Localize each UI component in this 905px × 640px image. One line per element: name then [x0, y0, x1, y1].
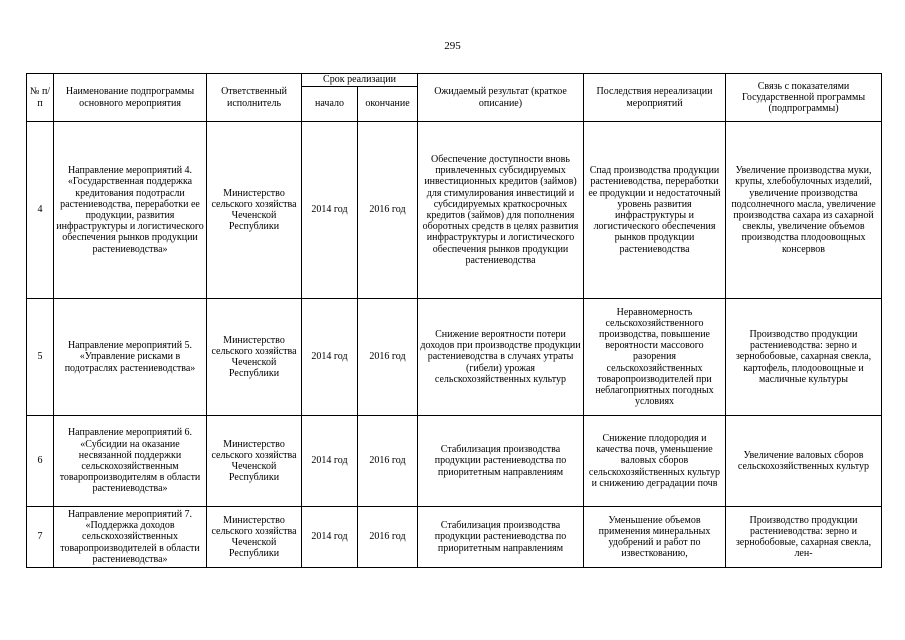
- cell-num: 6: [27, 416, 54, 507]
- cell-link: Увеличение производства муки, крупы, хлебобулочных изделий, увеличение производства подсолнечного масла, увеличение производства сахара из сахарной свеклы, увеличение объемов производства плодоовощных консервов: [726, 122, 882, 299]
- header-name: Наименование подпрограммы основного мероприятия: [54, 74, 207, 122]
- cell-end: 2016 год: [358, 416, 418, 507]
- cell-name: Направление мероприятий 6. «Субсидии на оказание несвязанной поддержки сельскохозяйственным товаропроизводителям в области растениеводства»: [54, 416, 207, 507]
- cell-num: 4: [27, 122, 54, 299]
- cell-result: Стабилизация производства продукции растениеводства по приоритетным направлениям: [418, 507, 584, 568]
- cell-executor: Министерство сельского хозяйства Чеченской Республики: [207, 299, 302, 416]
- cell-end: 2016 год: [358, 507, 418, 568]
- cell-start: 2014 год: [302, 507, 358, 568]
- cell-consequences: Спад производства продукции растениеводства, переработки ее продукции и недостаточный уровень развития инфраструктуры и логистического обеспечения рынков продукции растениеводства: [584, 122, 726, 299]
- cell-consequences: Неравномерность сельскохозяйственного производства, повышение вероятности массового разорения сельскохозяйственных товаропроизводителей при неблагоприятных погодных условиях: [584, 299, 726, 416]
- cell-name: Направление мероприятий 4. «Государственная поддержка кредитования подотрасли растениеводства, переработки ее продукции, развития инфраструктуры и логистического обеспечения рынков продукции растениеводства»: [54, 122, 207, 299]
- table-row: [27, 122, 882, 299]
- cell-start: 2014 год: [302, 122, 358, 299]
- cell-start: 2014 год: [302, 416, 358, 507]
- cell-link: Увеличение валовых сборов сельскохозяйственных культур: [726, 416, 882, 507]
- cell-consequences: Уменьшение объемов применения минеральных удобрений и работ по известкованию,: [584, 507, 726, 568]
- header-start: начало: [302, 87, 358, 122]
- measures-table: [26, 73, 882, 568]
- cell-name: Направление мероприятий 7. «Поддержка доходов сельскохозяйственных товаропроизводителей в области растениеводства»: [54, 507, 207, 568]
- header-period: Срок реализации: [302, 74, 418, 87]
- header-consequences: Последствия нереализации мероприятий: [584, 74, 726, 122]
- header-row-1: [27, 74, 882, 87]
- header-link: Связь с показателями Государственной программы (подпрограммы): [726, 74, 882, 122]
- header-end: окончание: [358, 87, 418, 122]
- page-number: 295: [444, 40, 461, 52]
- cell-num: 7: [27, 507, 54, 568]
- cell-executor: Министерство сельского хозяйства Чеченской Республики: [207, 507, 302, 568]
- header-num: № п/п: [27, 74, 54, 122]
- cell-executor: Министерство сельского хозяйства Чеченской Республики: [207, 416, 302, 507]
- cell-name: Направление мероприятий 5. «Управление рисками в подотраслях растениеводства»: [54, 299, 207, 416]
- cell-result: Снижение вероятности потери доходов при производстве продукции растениеводства в случаях утраты (гибели) урожая сельскохозяйственных культур: [418, 299, 584, 416]
- cell-start: 2014 год: [302, 299, 358, 416]
- cell-link: Производство продукции растениеводства: зерно и зернобобовые, сахарная свекла, лен-: [726, 507, 882, 568]
- cell-link: Производство продукции растениеводства: зерно и зернобобовые, сахарная свекла, картофель, плодоовощные и масличные культуры: [726, 299, 882, 416]
- cell-end: 2016 год: [358, 122, 418, 299]
- cell-end: 2016 год: [358, 299, 418, 416]
- cell-result: Обеспечение доступности вновь привлеченных субсидируемых инвестиционных кредитов (займов) для стимулирования инвестиций и субсидируемых краткосрочных кредитов (займов) для пополнения оборотных средств в целях развития инфраструктуры и логистического обеспечения рынков продукции растениеводства: [418, 122, 584, 299]
- table-row: [27, 299, 882, 416]
- table-row: [27, 507, 882, 568]
- cell-num: 5: [27, 299, 54, 416]
- table-row: [27, 416, 882, 507]
- header-executor: Ответственный исполнитель: [207, 74, 302, 122]
- cell-executor: Министерство сельского хозяйства Чеченской Республики: [207, 122, 302, 299]
- cell-result: Стабилизация производства продукции растениеводства по приоритетным направлениям: [418, 416, 584, 507]
- header-result: Ожидаемый результат (краткое описание): [418, 74, 584, 122]
- cell-consequences: Снижение плодородия и качества почв, уменьшение валовых сборов сельскохозяйственных культур и снижению деградации почв: [584, 416, 726, 507]
